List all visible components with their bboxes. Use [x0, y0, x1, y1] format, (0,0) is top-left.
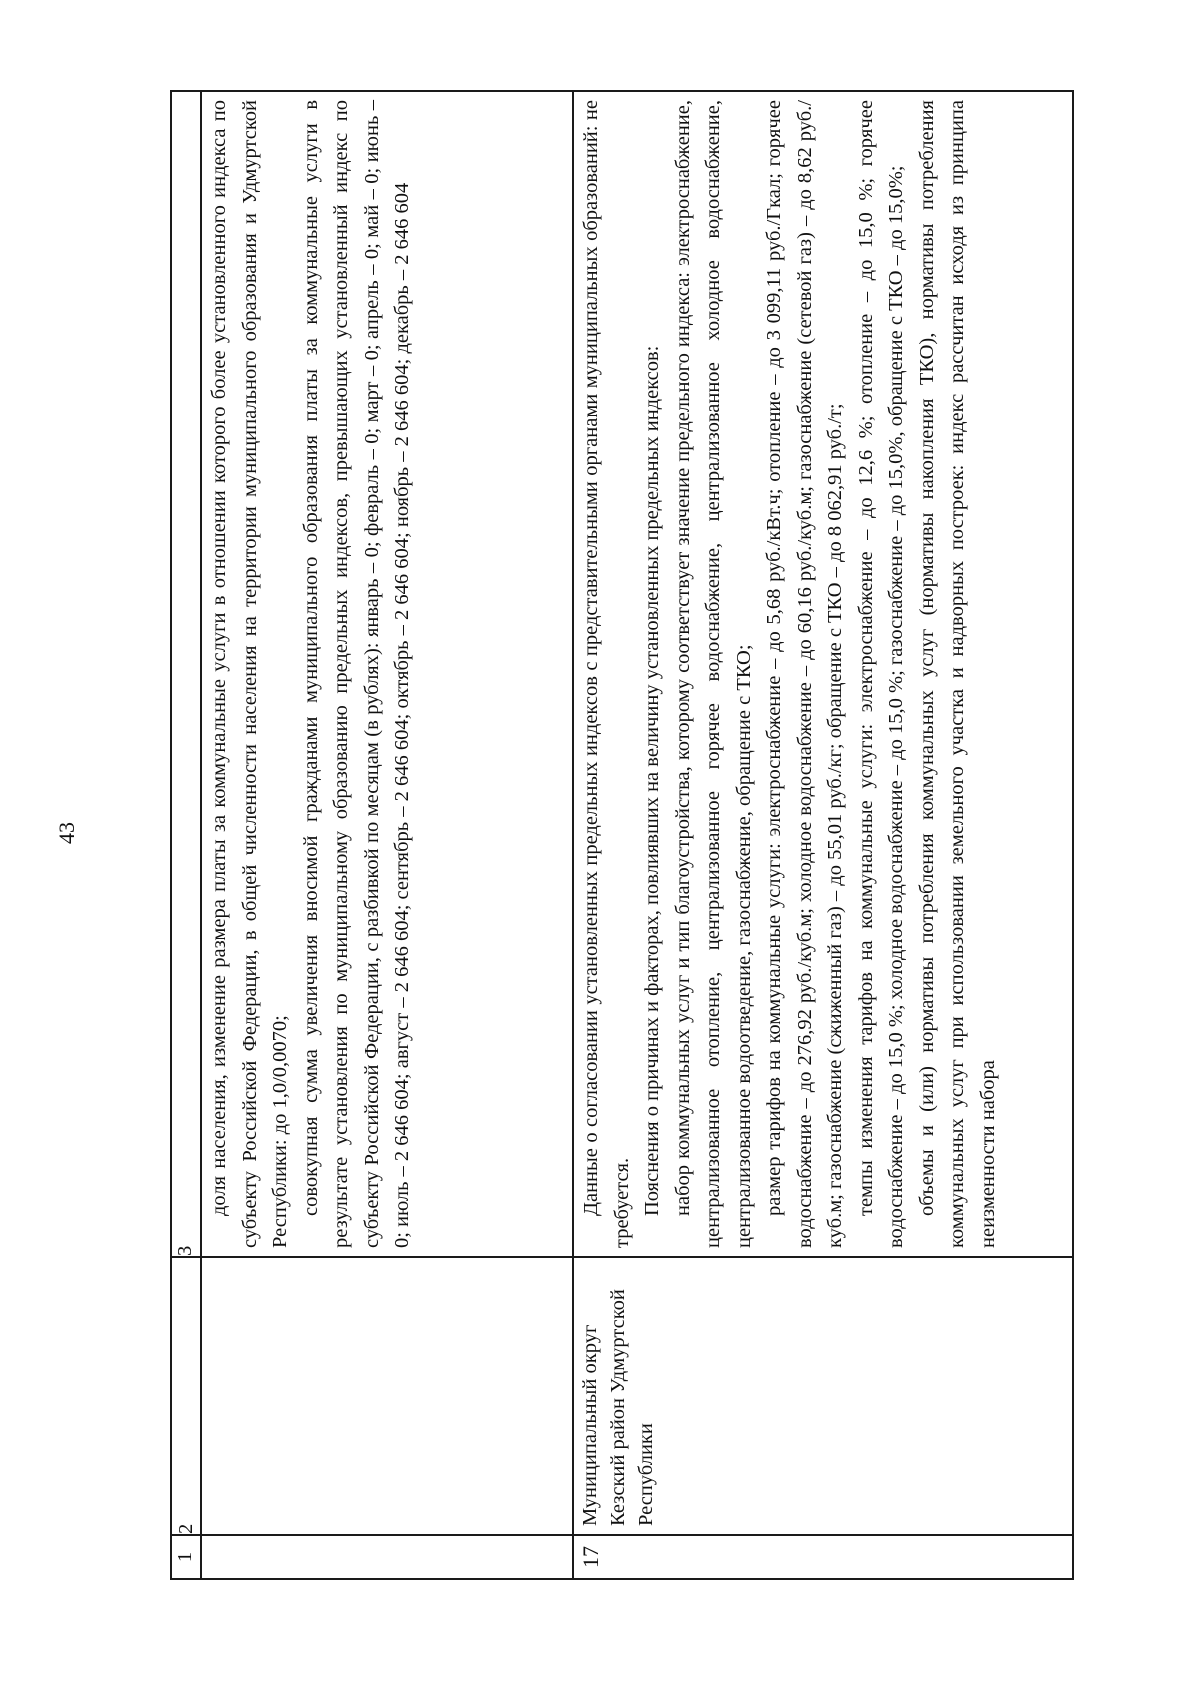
row-number: 17 — [573, 1535, 1073, 1579]
row-number — [201, 1535, 573, 1579]
content-paragraph: доля населения, изменение размера платы за коммунальные услуги в отношении которого более установленного индекса по субъекту Российской Федерации, в общей численности населения на территории муниципального образования и Удмуртской Республики: до 1,0/0,0070; — [208, 100, 291, 1248]
table-row — [573, 91, 1073, 1579]
rotated-table-wrapper — [170, 90, 1074, 1580]
content-paragraph: размер тарифов на коммунальные услуги: электроснабжение – до 5,68 руб./кВт.ч; отопление – до 3 099,11 руб./Гкал; горячее водоснабжение – до 276,92 руб./куб.м; холодное водоснабжение – до 60,16 руб./куб.м; газоснабжение (сетевой газ) – до 8,62 руб./куб.м; газоснабжение (сжиженный газ) – до 55,01 руб./кг; обращение с ТКО – до 8 062,91 руб./т; — [763, 100, 846, 1248]
header-row — [171, 91, 201, 1579]
municipality-name: Муниципальный округ Кезский район Удмуртской Республики — [573, 1257, 1073, 1535]
content-paragraph: Данные о согласовании установленных предельных индексов с представительными органами муниципальных образований: не требуется. — [580, 100, 633, 1248]
header-col-2: 2 — [171, 1257, 201, 1535]
content-paragraph: темпы изменения тарифов на коммунальные услуги: электроснабжение – до 12,6 %; отопление – до 15,0 %; горячее водоснабжение – до 15,0 %; холодное водоснабжение – до 15,0 %; газоснабжение – до 15,0%, обращение с ТКО – до 15,0%; — [854, 100, 907, 1248]
header-col-3: 3 — [171, 91, 201, 1257]
row-content — [201, 91, 573, 1257]
page-number: 43 — [54, 822, 79, 844]
table-row — [201, 91, 573, 1579]
content-paragraph: совокупная сумма увеличения вносимой гражданами муниципального образования платы за коммунальные услуги в результате установления по муниципальному образованию предельных индексов, превышающих установленный индекс по субъекту Российской Федерации, с разбивкой по месяцам (в рублях): январь – 0; февраль – 0; март – 0; апрель – 0; май – 0; июнь – 0; июль – 2 646 604; август – 2 646 604; сентябрь – 2 646 604; октябрь – 2 646 604; ноябрь – 2 646 604; декабрь – 2 646 604 — [299, 100, 413, 1248]
row-content — [573, 91, 1073, 1257]
content-paragraph: Пояснения о причинах и факторах, повлиявших на величину установленных предельных индексов: — [641, 345, 663, 1216]
municipality-name — [201, 1257, 573, 1535]
content-paragraph: набор коммунальных услуг и тип благоустройства, которому соответствует значение предельного индекса: электроснабжение, централизованное отопление, централизованное горячее водоснабжение, централизованное холодное водоснабжение, централизованное водоотведение, газоснабжение, обращение с ТКО; — [671, 100, 755, 1248]
header-col-1: 1 — [171, 1535, 201, 1579]
content-paragraph: объемы и (или) нормативы потребления коммунальных услуг (нормативы накопления ТКО), нормативы потребления коммунальных услуг при использовании земельного участка и надворных построек: индекс рассчитан исходя из принципа неизменности набора — [915, 100, 999, 1248]
data-table — [170, 90, 1074, 1580]
